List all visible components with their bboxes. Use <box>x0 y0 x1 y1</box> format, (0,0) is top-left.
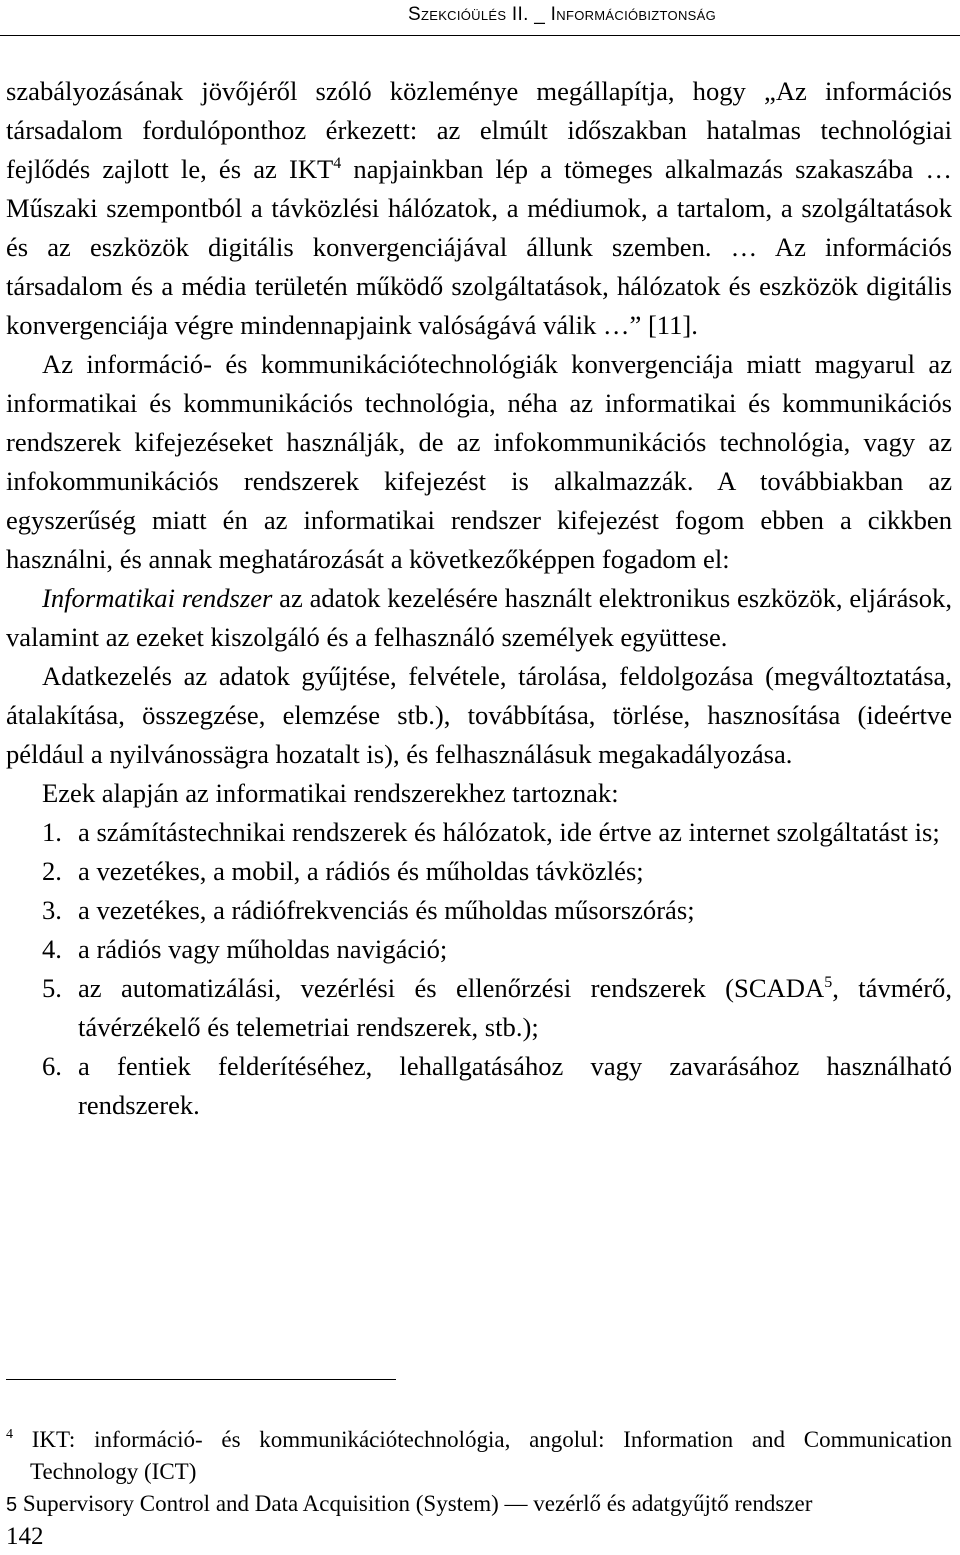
list-item-text-part1: az automatizálási, vezérlési és ellenőrzési rendszerek (SCADA <box>78 973 825 1003</box>
paragraph-quote-part1: szabályozásának jövőjéről szóló közleménye megállapítja, hogy „Az információs társadalom fordulóponthoz érkezett: az elmúlt időszakban hatalmas technológiai fejlődés zajlott le, és az IKT <box>6 76 952 184</box>
paragraph-quote-part2: napjainkban lép a tömeges alkalmazás szakaszába … Műszaki szempontból a távközlési hálózatok, a médiumok, a tartalom, a szolgáltatások és az eszközök digitális konvergenciájával állunk szemben. … Az információs társadalom és a média területén működő szolgáltatások, hálózatok és eszközök digitális konvergenciája végre mindennapjaink valóságává válik …” [11]. <box>6 154 952 340</box>
list-item-number: 4. <box>42 934 62 964</box>
footnote-mark: 5 <box>6 1494 18 1516</box>
footnote-text: Supervisory Control and Data Acquisition (System) — vezérlő és adatgyűjtő rendszer <box>17 1491 813 1516</box>
list-item <box>6 1047 952 1125</box>
list-item-number: 3. <box>42 895 62 925</box>
list-item <box>6 891 952 930</box>
running-header-title: Szekcióülés II. _ Információbiztonság <box>408 4 716 25</box>
running-header <box>0 0 960 36</box>
list-item <box>6 852 952 891</box>
footnote-4 <box>6 1424 952 1488</box>
data-handling-text: Adatkezelés az adatok gyűjtése, felvétele, tárolása, feldolgozása (megváltoztatása, átalakítása, összegzése, elemzése stb.), továbbítása, törlése, hasznosítása (ideértve például a nyilvánossägra hozatalt is), és felhasználásuk megakadályozása. <box>6 661 952 769</box>
list-item-number: 2. <box>42 856 62 886</box>
list-item-text: a vezetékes, a rádiófrekvenciás és műholdas műsorszórás; <box>78 895 695 925</box>
paragraph-definition <box>6 579 952 657</box>
list-item-number: 6. <box>42 1051 62 1081</box>
paragraph-data-handling <box>6 657 952 774</box>
paragraph-terminology: Az információ- és kommunikációtechnológiák konvergenciája miatt magyarul az informatikai és kommunikációs technológia, néha az informatikai és kommunikációs rendszerek kifejezéseket használják, de az infokommunikációs technológia, vagy az infokommunikációs rendszerek kifejezést is alkalmazzák. A továbbiakban az egyszerűség miatt én az informatikai rendszer kifejezést fogom ebben a cikkben használni, és annak meghatározását a következőképpen fogadom el: <box>6 349 952 574</box>
defined-term: Informatikai rendszer <box>42 583 273 613</box>
list-item <box>6 813 952 852</box>
footnote-ref-5: 5 <box>824 974 833 991</box>
list-item-text: a számítástechnikai rendszerek és hálózatok, ide értve az internet szolgáltatást is; <box>78 817 940 847</box>
footnote-separator <box>6 1379 396 1380</box>
footnote-mark: 4 <box>6 1427 13 1442</box>
list-item-number: 1. <box>42 817 62 847</box>
footnotes <box>6 1424 952 1521</box>
footnote-text: IKT: információ- és kommunikációtechnológia, angolul: Information and Communication Technology (ICT) <box>13 1427 952 1484</box>
list-item-text: a fentiek felderítéséhez, lehallgatásához vagy zavarásához használható rendszerek. <box>78 1051 952 1120</box>
main-text <box>6 72 952 1125</box>
list-item <box>6 930 952 969</box>
paragraph-list-intro: Ezek alapján az informatikai rendszerekhez tartoznak: <box>42 778 619 808</box>
page-number: 142 <box>6 1523 44 1550</box>
list-item-text: a vezetékes, a mobil, a rádiós és műholdas távközlés; <box>78 856 644 886</box>
system-list <box>6 813 952 1125</box>
list-item-number: 5. <box>42 973 62 1003</box>
footnote-5 <box>6 1488 952 1521</box>
footnote-ref-4: 4 <box>333 155 342 172</box>
definition-text: az adatok kezelésére használt elektronikus eszközök, eljárások, valamint az ezeket kiszolgáló és a felhasználó személyek együttese. <box>6 583 952 652</box>
list-item-text: a rádiós vagy műholdas navigáció; <box>78 934 448 964</box>
list-item <box>6 969 952 1047</box>
list-item-text-part2: , távmérő, távérzékelő és telemetriai rendszerek, stb.); <box>78 973 953 1042</box>
paragraph-quote <box>6 72 952 345</box>
